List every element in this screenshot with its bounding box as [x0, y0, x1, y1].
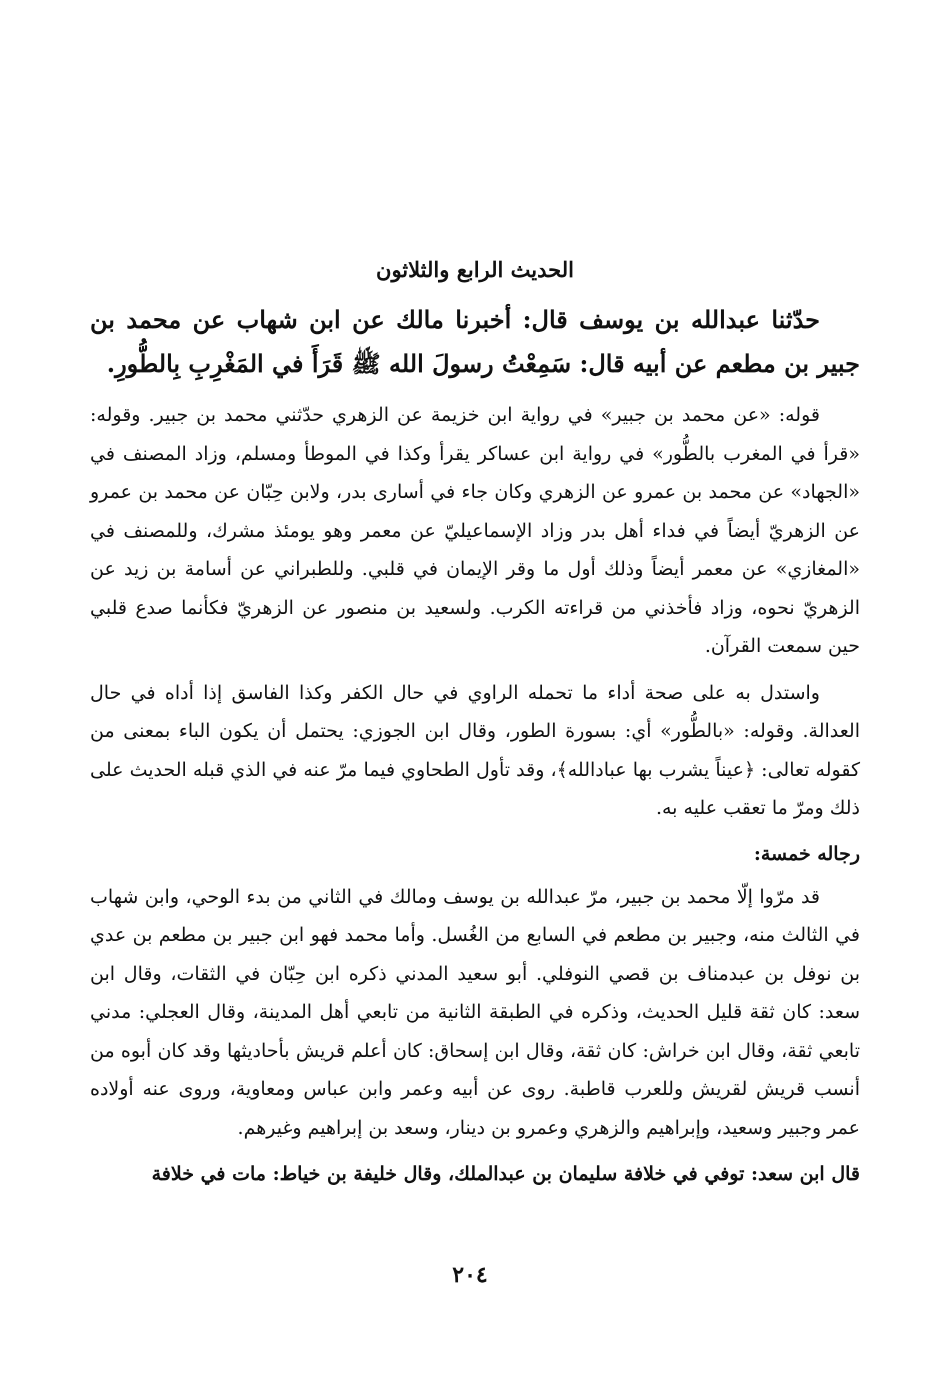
commentary-paragraph-1: قوله: «عن محمد بن جبير» في رواية ابن خزيمة عن الزهري حدّثني محمد بن جبير. وقوله: «قرأ في المغرب بالطُّور» في رواية ابن عساكر يقرأ وكذا في الموطأ ومسلم، وزاد المصنف في «الجهاد» عن محمد بن عمرو عن الزهري وكان جاء في أسارى بدر، ولابن حِبّان عن محمد بن عمرو عن الزهريّ أيضاً في فداء أهل بدر وزاد الإسماعيليّ عن معمر وهو يومئذ مشرك، وللمصنف في «المغازي» عن معمر أيضاً وذلك أول ما وقر الإيمان في قلبي. وللطبراني عن أسامة بن زيد عن الزهريّ نحوه، وزاد فأخذني من قراءته الكرب. ولسعيد بن منصور عن الزهريّ فكأنما صدع قلبي حين سمعت القرآن.	[90, 404, 860, 657]
hadith-text: حدّثنا عبدالله بن يوسف قال: أخبرنا مالك عن ابن شهاب عن محمد بن جبير بن مطعم عن أبيه قال: سَمِعْتُ رسولَ الله ﷺ قَرَأَ في المَغْرِبِ بِالطُّورِ.	[90, 305, 860, 378]
commentary-paragraph-2: واستدل به على صحة أداء ما تحمله الراوي في حال الكفر وكذا الفاسق إذا أداه في حال العدالة. وقوله: «بالطُّور» أي: بسورة الطور، وقال ابن الجوزي: يحتمل أن يكون الباء بمعنى من كقوله تعالى: ﴿عيناً يشرب بها عبادالله﴾، وقد تأول الطحاوي فيما مرّ عنه في الذي قبله الحديث على ذلك ومرّ ما تعقب عليه به.	[90, 681, 860, 819]
page-body	[90, 250, 860, 1202]
narrators-paragraph: قد مرّوا إلّا محمد بن جبير، مرّ عبدالله بن يوسف ومالك في الثاني من بدء الوحي، وابن شهاب في الثالث منه، وجبير بن مطعم في السابع من الغُسل. وأما محمد فهو ابن جبير بن مطعم بن عدي بن نوفل بن عبدمناف بن قصي النوفلي. أبو سعيد المدني ذكره ابن حِبّان في الثقات، وقال ابن سعد: كان ثقة قليل الحديث، وذكره في الطبقة الثانية من تابعي أهل المدينة، وقال العجلي: مدني تابعي ثقة، وقال ابن خراش: كان ثقة، وقال ابن إسحاق: كان أعلم قريش بأحاديثها وقد كان أبوه من أنسب قريش لقريش وللعرب قاطبة. روى عن أبيه وعمر وابن عباس ومعاوية، وروى عنه أولاده عمر وجبير وسعيد، وإبراهيم والزهري وعمرو بن دينار، وسعد بن إبراهيم وغيرهم.	[90, 885, 860, 1139]
page-number: ٢٠٤	[452, 1262, 488, 1288]
hadith-heading: الحديث الرابع والثلاثون	[376, 257, 574, 282]
narrators-subheading: رجاله خمسة:	[753, 842, 860, 865]
final-paragraph: قال ابن سعد: توفي في خلافة سليمان بن عبدالملك، وقال خليفة بن خياط: مات في خلافة	[151, 1163, 860, 1185]
